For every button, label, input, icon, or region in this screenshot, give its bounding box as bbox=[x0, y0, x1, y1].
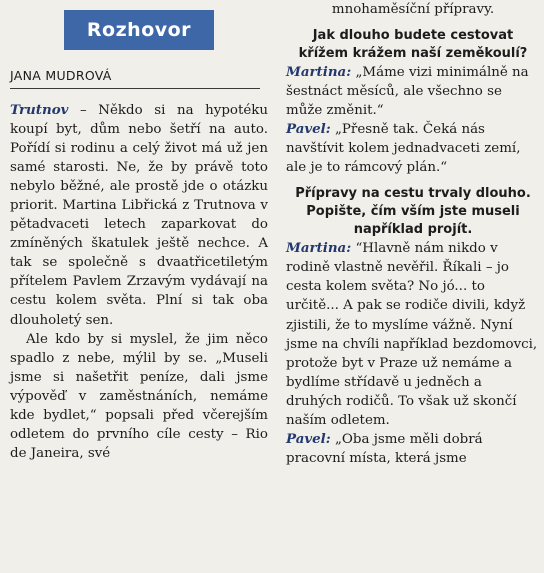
article-body-right bbox=[286, 0, 540, 468]
paragraph-2: Ale kdo by si myslel, že jim něco spadlo z nebe, mýlil by se. „Museli jsme si našetřit peníze, dali jsme výpověď v zaměstnáních, nemáme kde bydlet,“ popsali před včerejším odletem do prvního cíle cesty – Rio de Janeira, své bbox=[10, 331, 268, 461]
section-banner: Rozhovor bbox=[64, 10, 214, 50]
answer-2-pavel bbox=[286, 430, 540, 468]
speaker-label: Martina: bbox=[286, 64, 352, 81]
answer-text: “Hlavně nám nikdo v rodině vlastně nevěřil. Říkali – jo cesta kolem světa? No jó... to určitě... A pak se rodiče divili, když zjistili, že to myslíme vážně. Nyní jsme na chvíli například bezdomovci, protože byt v Praze už nemáme a bydlíme střídavě u jedněch a druhých rodičů. To však už skončí naším odletem. bbox=[286, 241, 538, 428]
byline: JANA MUDROVÁ bbox=[10, 68, 260, 89]
answer-2-martina bbox=[286, 239, 540, 429]
speaker-label: Pavel: bbox=[286, 430, 331, 447]
question-1: Jak dlouho budete cestovat křížem krážem naší zeměkoulí? bbox=[298, 28, 528, 62]
question-2: Přípravy na cestu trvaly dlouho. Popište, čím vším jste museli například projít. bbox=[295, 186, 531, 238]
answer-text: „Oba jsme měli dobrá pracovní místa, která jsme bbox=[286, 431, 483, 466]
continued-text: mnohaměsíční přípravy. bbox=[331, 2, 495, 17]
paragraph-1-text: – Někdo si na hypotéku koupí byt, dům nebo šetří na auto. Pořídí si rodinu a celý život má už jen samé starosti. Ne, že by právě toto nebylo běžné, ale prostě jde o otázku priorit. Martina Libřická z Trutnova v pětadvaceti letech zaparkovat do zmíněných škatulek ještě nechce. A tak se společně s dvaatřicetiletým přítelem Pavlem Zrzavým vydávají na cestu kolem světa. Plní si tak oba dlouholetý sen. bbox=[10, 103, 268, 328]
answer-text: „Máme vizi minimálně na šestnáct měsíců, ale všechno se může změnit.“ bbox=[286, 65, 529, 119]
article-body-left bbox=[10, 101, 268, 463]
speaker-label: Pavel: bbox=[286, 121, 331, 138]
answer-1-pavel bbox=[286, 120, 540, 177]
lead-place: Trutnov bbox=[10, 102, 69, 118]
speaker-label: Martina: bbox=[286, 240, 352, 257]
answer-text: „Přesně tak. Čeká nás navštívit kolem jednadvaceti zemí, ale je to rámcový plán.“ bbox=[286, 122, 521, 176]
answer-1-martina bbox=[286, 63, 540, 120]
paragraph-1 bbox=[10, 101, 268, 330]
